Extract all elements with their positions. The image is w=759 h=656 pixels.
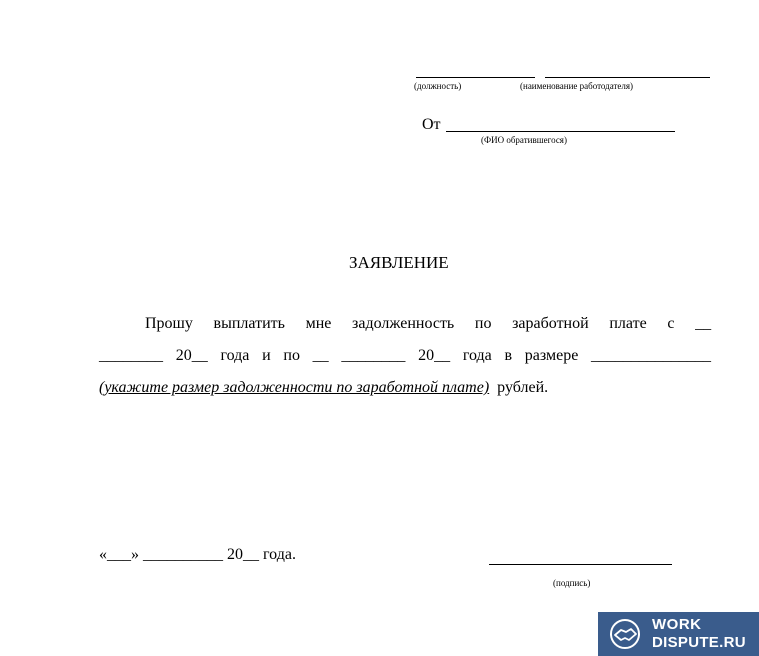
request-word: 20__ bbox=[175, 347, 208, 364]
fio-line[interactable] bbox=[446, 131, 675, 132]
request-line-1 bbox=[99, 315, 711, 333]
employer-caption: (наименование работодателя) bbox=[520, 81, 634, 91]
request-word: _______________ bbox=[591, 347, 712, 364]
handshake-icon bbox=[608, 619, 642, 649]
request-word: 20__ bbox=[418, 347, 451, 364]
request-word: размере bbox=[524, 347, 579, 364]
debt-amount-hint: (укажите размер задолженности по заработной плате) bbox=[99, 379, 490, 396]
request-word: с bbox=[667, 315, 675, 332]
logo-text-work: WORK bbox=[652, 616, 702, 633]
signature-caption: (подпись) bbox=[553, 578, 591, 588]
request-word: и bbox=[262, 347, 271, 364]
fio-caption: (ФИО обратившегося) bbox=[481, 135, 567, 145]
from-label: От bbox=[422, 116, 441, 133]
request-word: по bbox=[283, 347, 300, 364]
position-line[interactable] bbox=[416, 77, 535, 78]
request-word: ________ bbox=[99, 347, 163, 364]
request-line-3 bbox=[99, 379, 548, 397]
request-word: ________ bbox=[341, 347, 406, 364]
request-line-2 bbox=[99, 347, 711, 365]
request-word: заработной bbox=[512, 315, 589, 332]
request-word: плате bbox=[609, 315, 647, 332]
request-word: в bbox=[504, 347, 513, 364]
logo-text-domain: DISPUTE.RU bbox=[652, 634, 746, 651]
currency-label: рублей. bbox=[497, 379, 549, 396]
request-word: __ bbox=[312, 347, 329, 364]
request-word: года bbox=[220, 347, 250, 364]
request-word: задолженность bbox=[352, 315, 455, 332]
request-word: года bbox=[462, 347, 492, 364]
document-title: ЗАЯВЛЕНИЕ bbox=[349, 253, 449, 272]
request-word: мне bbox=[305, 315, 332, 332]
employer-line[interactable] bbox=[545, 77, 710, 78]
request-word: Прошу bbox=[145, 315, 193, 332]
request-word: выплатить bbox=[213, 315, 285, 332]
request-word: __ bbox=[695, 315, 712, 332]
date-field[interactable]: «___» __________ 20__ года. bbox=[99, 546, 296, 563]
signature-line[interactable] bbox=[489, 564, 672, 565]
position-caption: (должность) bbox=[414, 81, 462, 91]
request-word: по bbox=[474, 315, 492, 332]
site-logo bbox=[598, 612, 759, 656]
